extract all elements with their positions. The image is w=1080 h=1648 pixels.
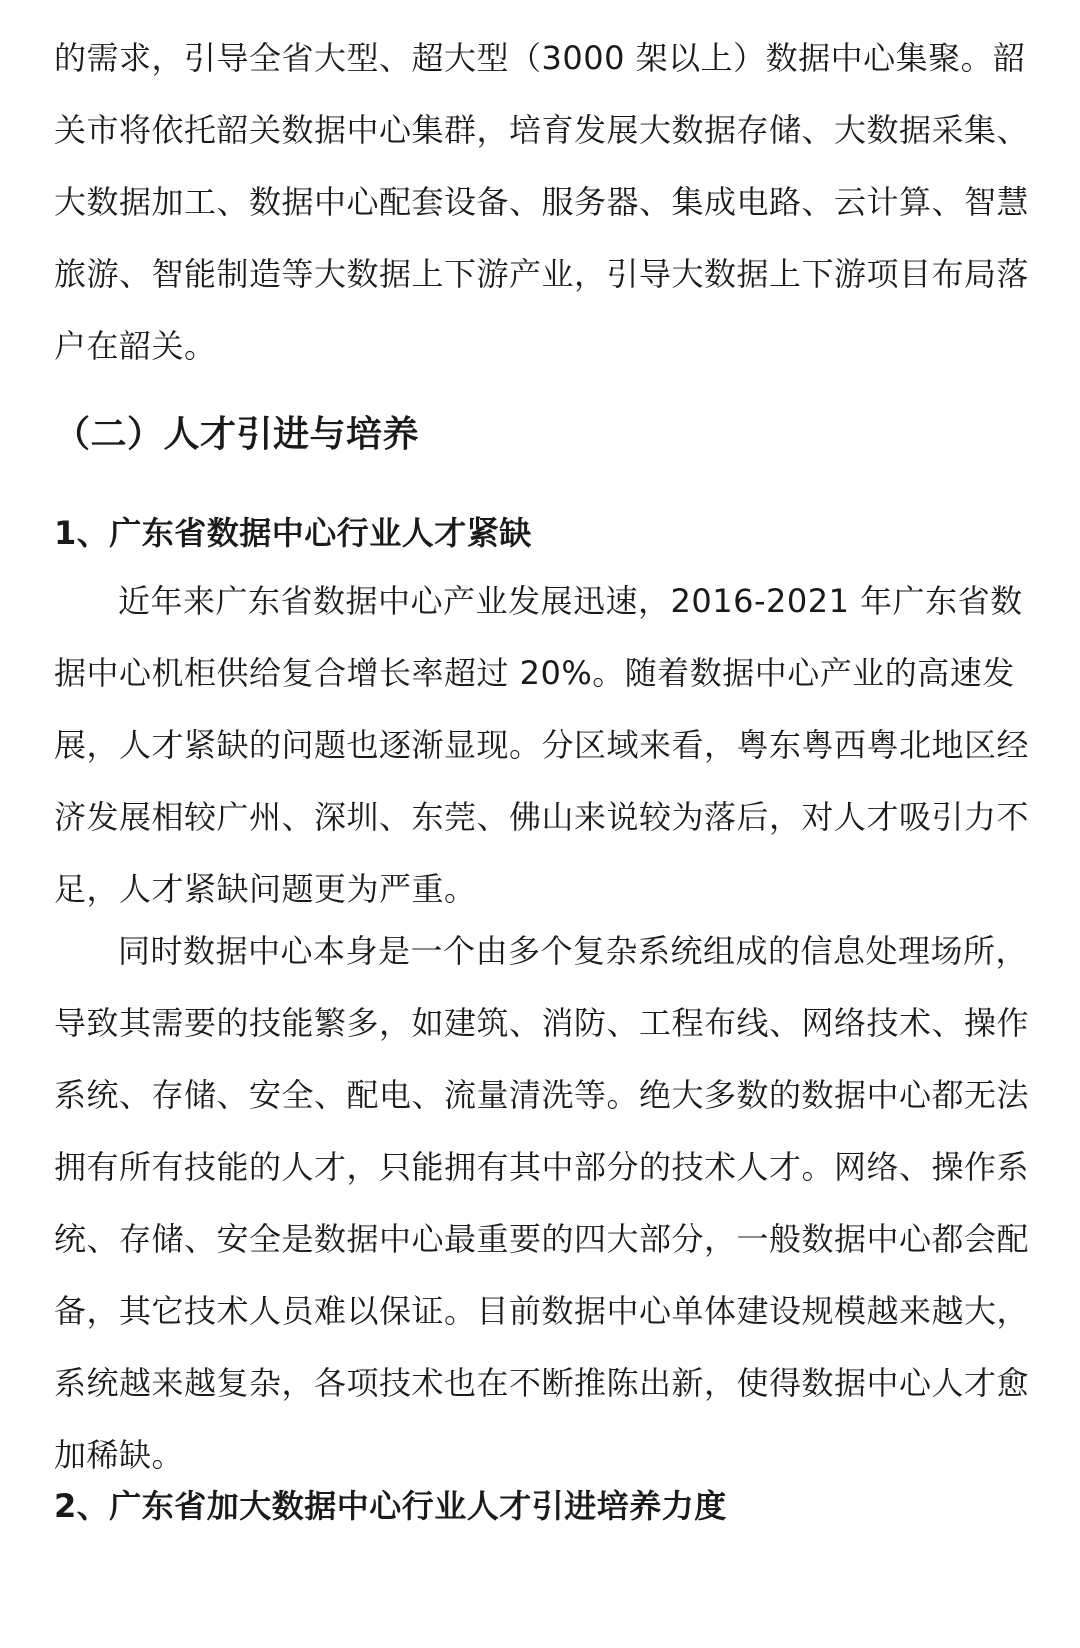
paragraph-skill-requirements: 同时数据中心本身是一个由多个复杂系统组成的信息处理场所，导致其需要的技能繁多，如建筑、消防、工程布线、网络技术、操作系统、存储、安全、配电、流量清洗等。绝大多数的数据中心都无法拥有所有技能的人才，只能拥有其中部分的技术人才。网络、操作系统、存储、安全是数据中心最重要的四大部分，一般数据中心都会配备，其它技术人员难以保证。目前数据中心单体建设规模越来越大，系统越来越复杂，各项技术也在不断推陈出新，使得数据中心人才愈加稀缺。 xyxy=(54,932,1030,1474)
subheading-talent-cultivation: 2、广东省加大数据中心行业人才引进培养力度 xyxy=(54,1487,727,1525)
paragraph-datacenter-cluster: 的需求，引导全省大型、超大型（3000 架以上）数据中心集聚。韶关市将依托韶关数据中心集群，培育发展大数据存储、大数据采集、大数据加工、数据中心配套设备、服务器、集成电路、云计算、智慧旅游、智能制造等大数据上下游产业，引导大数据上下游项目布局落户在韶关。 xyxy=(54,39,1030,365)
subheading-talent-shortage: 1、广东省数据中心行业人才紧缺 xyxy=(54,514,532,552)
paragraph-industry-growth: 近年来广东省数据中心产业发展迅速，2016-2021 年广东省数据中心机柜供给复合增长率超过 20%。随着数据中心产业的高速发展，人才紧缺的问题也逐渐显现。分区域来看，粤东粤西粤北地区经济发展相较广州、深圳、东莞、佛山来说较为落后，对人才吸引力不足，人才紧缺问题更为严重。 xyxy=(54,582,1030,908)
section-heading-talent: （二）人才引进与培养 xyxy=(54,414,420,455)
